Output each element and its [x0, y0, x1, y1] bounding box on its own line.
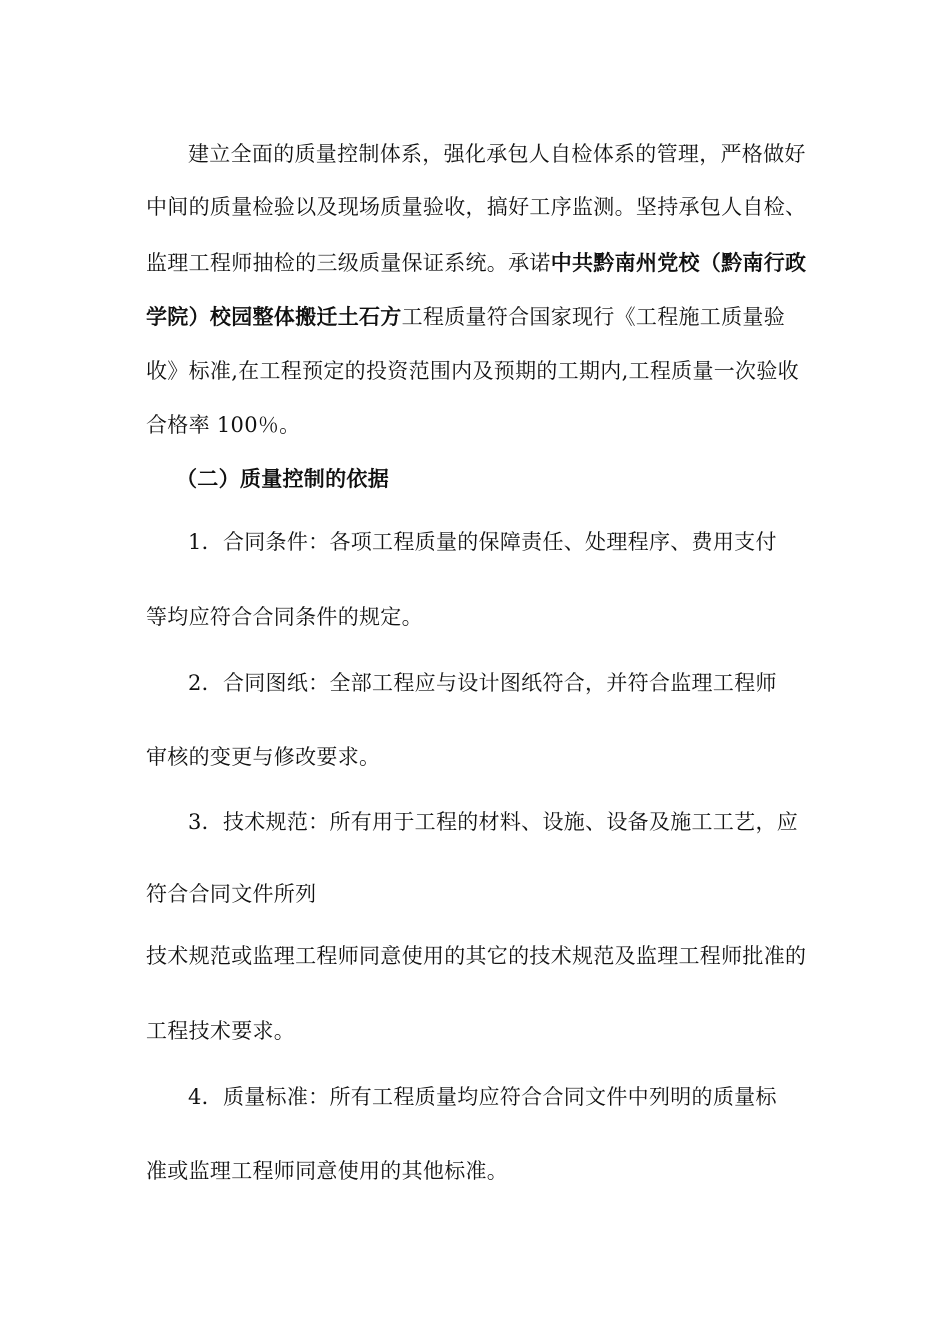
paragraph-line: 合格率 100％。 [146, 413, 301, 437]
list-item-line: 等均应符合合同条件的规定。 [146, 605, 423, 629]
paragraph-text: 监理工程师抽检的三级质量保证系统。承诺 [146, 251, 551, 275]
list-item-line: 技术规范或监理工程师同意使用的其它的技术规范及监理工程师批准的 [146, 944, 807, 968]
paragraph-line: 收》标准,在工程预定的投资范围内及预期的工期内,工程质量一次验收 [146, 359, 799, 383]
list-item-line: 4．质量标准：所有工程质量均应符合合同文件中列明的质量标 [188, 1085, 777, 1109]
paragraph-text: 工程质量符合国家现行《工程施工质量验 [401, 305, 786, 329]
list-item-line: 审核的变更与修改要求。 [146, 745, 381, 769]
paragraph-line: 建立全面的质量控制体系，强化承包人自检体系的管理，严格做好 [188, 142, 806, 166]
list-item-line: 1．合同条件：各项工程质量的保障责任、处理程序、费用支付 [188, 530, 777, 554]
project-name-bold: 中共黔南州党校（黔南行政 [550, 251, 807, 275]
list-item-line: 符合合同文件所列 [146, 882, 317, 906]
paragraph-line [146, 248, 806, 278]
section-heading: （二）质量控制的依据 [176, 467, 389, 491]
list-item-line: 3．技术规范：所有用于工程的材料、设施、设备及施工工艺，应 [188, 810, 799, 834]
list-item-line: 工程技术要求。 [146, 1019, 296, 1043]
paragraph-line: 中间的质量检验以及现场质量验收，搞好工序监测。坚持承包人自检、 [146, 195, 807, 219]
project-name-bold: 学院）校园整体搬迁土石方 [146, 305, 402, 329]
list-item-line: 2．合同图纸：全部工程应与设计图纸符合，并符合监理工程师 [188, 671, 777, 695]
list-item-line: 准或监理工程师同意使用的其他标准。 [146, 1159, 509, 1183]
paragraph-line [146, 302, 785, 332]
